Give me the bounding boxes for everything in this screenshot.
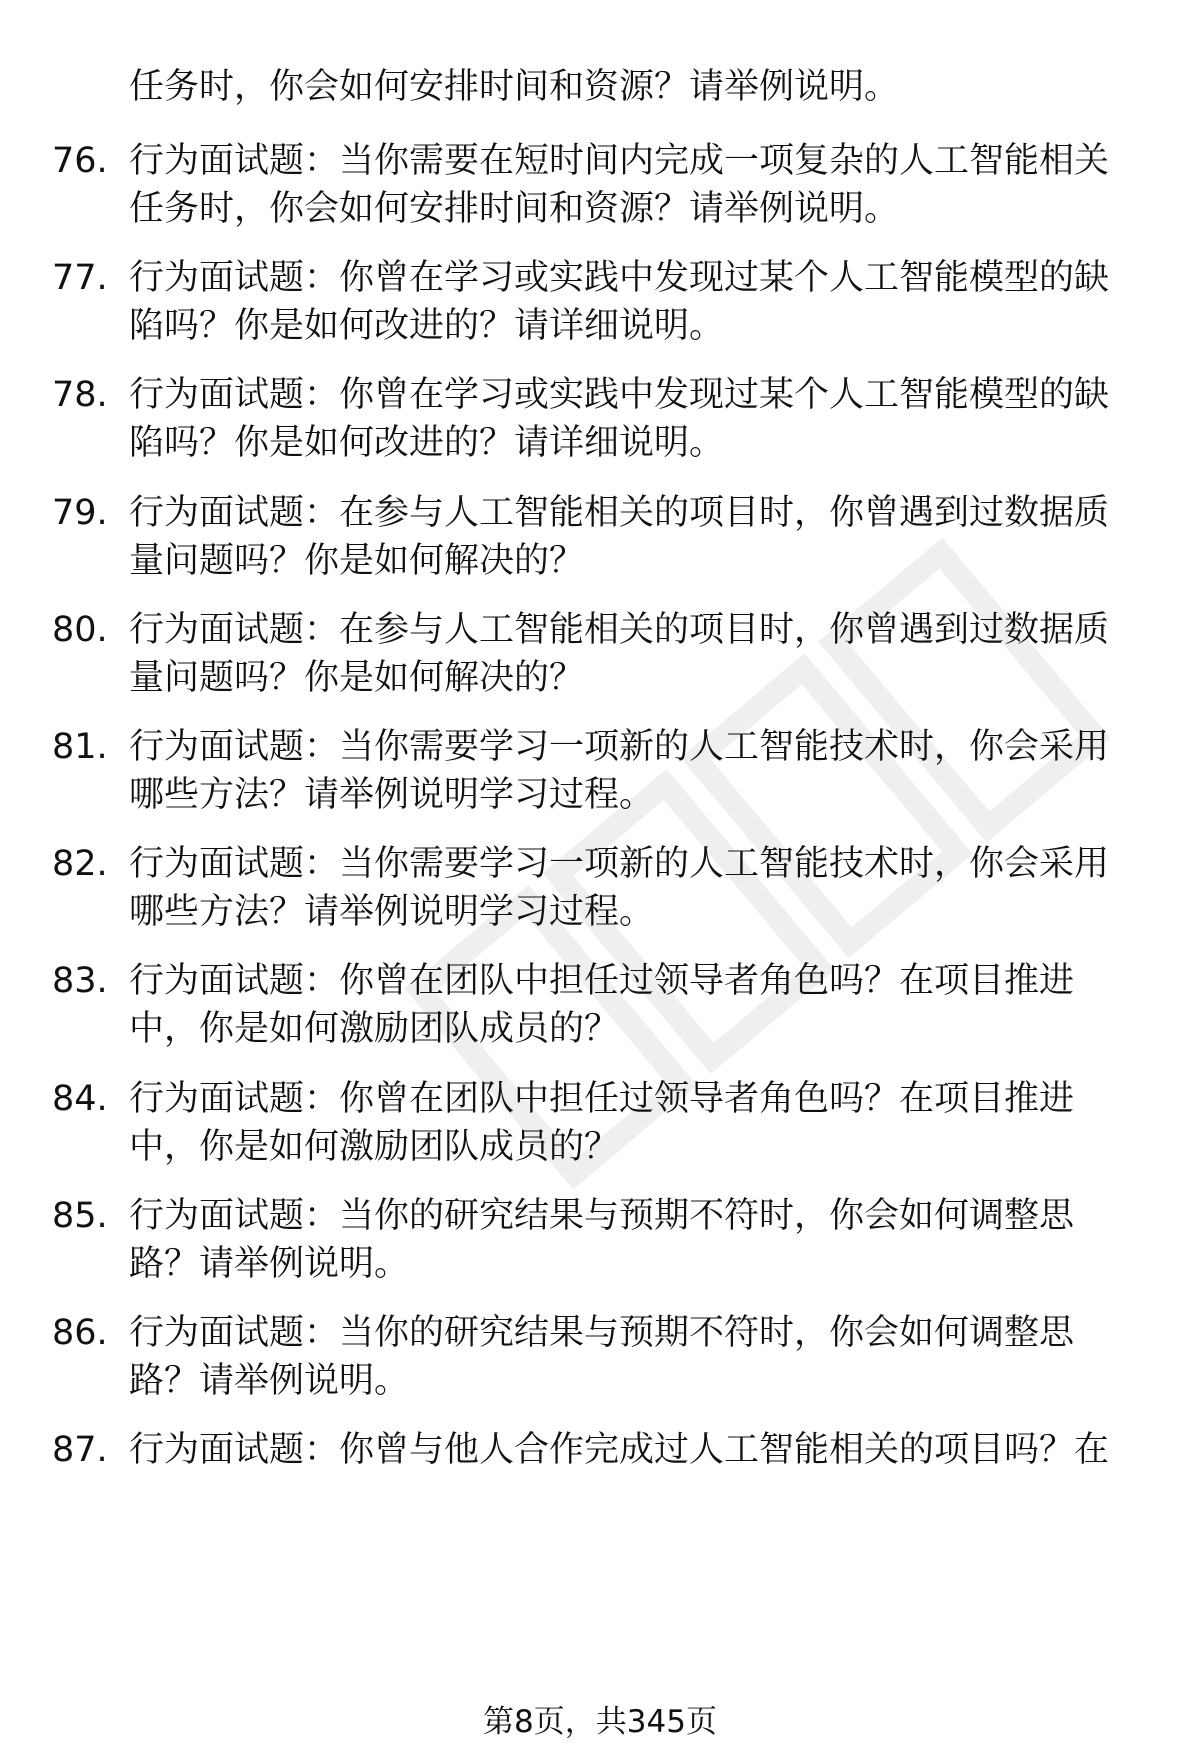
question-number: 76.	[52, 141, 108, 181]
question-number: 87.	[52, 1430, 108, 1471]
question-text	[129, 606, 1149, 702]
question-text	[129, 254, 1149, 350]
question-text	[129, 371, 1149, 467]
question-number: 79.	[52, 492, 108, 533]
question-text-line: 行为面试题：你曾在团队中担任过领导者角色吗？在项目推进	[129, 961, 1075, 1002]
question-text-line: 行为面试题：当你的研究结果与预期不符时，你会如何调整思	[129, 1313, 1075, 1353]
question-number: 80.	[52, 609, 108, 650]
question-text-line: 路？请举例说明。	[129, 1243, 410, 1284]
question-number: 82.	[52, 844, 108, 885]
question-text-line: 中，你是如何激励团队成员的？	[129, 1126, 620, 1167]
question-number: 84.	[52, 1078, 108, 1119]
question-item	[0, 1192, 1200, 1292]
question-number: 77.	[52, 258, 108, 299]
continuation-line: 任务时，你会如何安排时间和资源？请举例说明。	[129, 67, 900, 107]
question-item	[0, 371, 1200, 471]
question-text	[129, 723, 1149, 819]
question-text-line: 哪些方法？请举例说明学习过程。	[129, 775, 655, 815]
question-text	[129, 1075, 1149, 1171]
question-text-line: 任务时，你会如何安排时间和资源？请举例说明。	[129, 189, 900, 229]
question-text-line: 行为面试题：你曾在学习或实践中发现过某个人工智能模型的缺	[129, 375, 1110, 416]
question-number: 86.	[52, 1313, 108, 1353]
question-text	[129, 1309, 1149, 1405]
question-text-line: 行为面试题：当你需要学习一项新的人工智能技术时，你会采用	[129, 844, 1110, 885]
question-number: 83.	[52, 961, 108, 1002]
question-item	[0, 489, 1200, 589]
question-text	[129, 1192, 1149, 1288]
question-number: 85.	[52, 1195, 108, 1236]
question-item	[0, 606, 1200, 706]
question-item	[0, 1309, 1200, 1409]
question-text-line: 量问题吗？你是如何解决的？	[129, 540, 585, 581]
question-text-line: 行为面试题：在参与人工智能相关的项目时，你曾遇到过数据质	[129, 609, 1110, 650]
question-item	[0, 1075, 1200, 1175]
question-item	[0, 723, 1200, 823]
question-item	[0, 1426, 1200, 1526]
question-number: 81.	[52, 727, 108, 767]
question-text-line: 陷吗？你是如何改进的？请详细说明。	[129, 306, 725, 347]
question-item	[0, 254, 1200, 354]
question-text	[129, 489, 1149, 585]
question-text-line: 量问题吗？你是如何解决的？	[129, 657, 585, 698]
question-text-line: 中，你是如何激励团队成员的？	[129, 1009, 620, 1050]
question-text	[129, 840, 1149, 936]
question-text-line: 行为面试题：你曾在学习或实践中发现过某个人工智能模型的缺	[129, 258, 1110, 299]
question-text-line: 行为面试题：当你需要在短时间内完成一项复杂的人工智能相关	[129, 141, 1110, 181]
question-number: 78.	[52, 375, 108, 416]
question-text-line: 行为面试题：当你需要学习一项新的人工智能技术时，你会采用	[129, 727, 1110, 767]
page-footer: 第8页，共345页	[483, 1704, 717, 1740]
question-text-line: 行为面试题：你曾在团队中担任过领导者角色吗？在项目推进	[129, 1078, 1075, 1119]
question-item	[0, 840, 1200, 940]
question-item	[0, 137, 1200, 237]
question-text-line: 行为面试题：在参与人工智能相关的项目时，你曾遇到过数据质	[129, 492, 1110, 533]
question-text	[129, 137, 1149, 233]
question-text-line: 哪些方法？请举例说明学习过程。	[129, 892, 655, 933]
question-text	[129, 1426, 1149, 1474]
question-text	[129, 957, 1149, 1053]
question-item	[0, 957, 1200, 1057]
question-text-line: 行为面试题：你曾与他人合作完成过人工智能相关的项目吗？在	[129, 1430, 1110, 1471]
question-text-line: 路？请举例说明。	[129, 1361, 410, 1401]
question-text-line: 陷吗？你是如何改进的？请详细说明。	[129, 423, 725, 464]
question-text-line: 行为面试题：当你的研究结果与预期不符时，你会如何调整思	[129, 1195, 1075, 1236]
